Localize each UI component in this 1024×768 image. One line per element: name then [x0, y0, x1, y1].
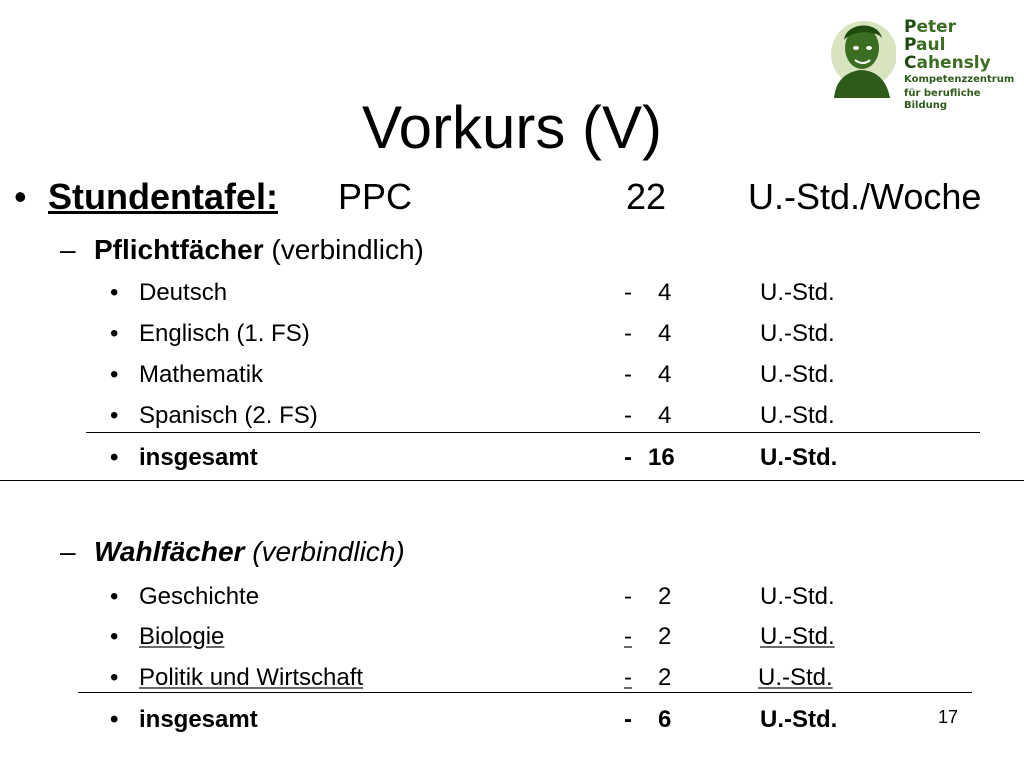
- subject-name: Biologie: [139, 623, 225, 650]
- subject-hours: 2: [658, 664, 672, 691]
- dash: -: [624, 361, 632, 388]
- dash: -: [624, 444, 632, 471]
- bullet: •: [14, 176, 27, 217]
- subject-row: [110, 621, 990, 653]
- subject-unit: U.-Std.: [760, 320, 835, 347]
- wahl-heading: [60, 534, 405, 570]
- bullet: •: [110, 444, 119, 471]
- school-name: PPC: [338, 176, 413, 217]
- subject-row: [110, 359, 990, 391]
- subject-hours: 2: [658, 623, 672, 650]
- dash: -: [624, 623, 632, 650]
- subject-name: Spanisch (2. FS): [139, 402, 318, 429]
- subject-row: [110, 662, 990, 694]
- total-label: insgesamt: [139, 444, 258, 471]
- pflicht-heading-rest: (verbindlich): [263, 234, 424, 265]
- subject-hours: 4: [658, 361, 672, 388]
- subject-unit: U.-Std.: [760, 623, 835, 650]
- section-divider: [0, 480, 1024, 481]
- weekly-hours: 22: [626, 176, 667, 217]
- stundentafel-label: Stundentafel:: [48, 176, 278, 217]
- pflicht-heading-bold: Pflichtfächer: [94, 234, 264, 265]
- logo-subtitle-line: Kompetenzzentrum: [904, 74, 1015, 85]
- dash: –: [60, 234, 76, 265]
- wahl-heading-bold: Wahlfächer: [94, 536, 245, 567]
- dash: –: [60, 536, 76, 567]
- subject-hours: 2: [658, 583, 672, 610]
- total-row: [110, 442, 990, 474]
- weekly-hours-unit: U.-Std./Woche: [748, 176, 982, 217]
- dash: -: [624, 664, 632, 691]
- subject-unit: U.-Std.: [760, 402, 835, 429]
- subject-row: [110, 400, 990, 432]
- logo-name-line: Paul: [904, 35, 946, 55]
- dash: -: [624, 583, 632, 610]
- subject-row: [110, 277, 990, 309]
- bullet: •: [110, 583, 119, 610]
- logo-subtitle-line: für berufliche Bildung: [904, 88, 981, 111]
- total-hours: 6: [658, 706, 672, 733]
- total-label: insgesamt: [139, 706, 258, 733]
- wahl-heading-rest: (verbindlich): [244, 536, 405, 567]
- logo-name-line: Peter: [904, 17, 957, 37]
- total-unit: U.-Std.: [760, 706, 838, 733]
- dash: -: [624, 320, 632, 347]
- total-hours: 16: [648, 444, 675, 471]
- subject-row: [110, 581, 990, 613]
- logo-name-line: Cahensly: [904, 53, 991, 73]
- subject-name: Deutsch: [139, 279, 228, 306]
- subject-name: Mathematik: [139, 361, 264, 388]
- subject-unit: U.-Std.: [760, 361, 835, 388]
- bullet: •: [110, 623, 119, 650]
- dash: -: [624, 402, 632, 429]
- subject-name: Geschichte: [139, 583, 260, 610]
- subject-row: [110, 318, 990, 350]
- subject-unit: U.-Std.: [760, 583, 835, 610]
- subject-unit: U.-Std.: [758, 664, 833, 691]
- subject-unit: U.-Std.: [760, 279, 835, 306]
- bullet: •: [110, 361, 119, 388]
- sum-divider: [86, 432, 980, 433]
- bullet: •: [110, 664, 119, 691]
- subject-hours: 4: [658, 320, 672, 347]
- bullet: •: [110, 320, 119, 347]
- bullet: •: [110, 706, 119, 733]
- sum-divider: [78, 692, 972, 693]
- slide-title: Vorkurs (V): [361, 94, 663, 161]
- subject-name: Englisch (1. FS): [139, 320, 310, 347]
- subject-hours: 4: [658, 279, 672, 306]
- portrait-logo-icon: [826, 14, 896, 98]
- dash: -: [624, 706, 632, 733]
- page-number: 17: [938, 707, 959, 727]
- bullet: •: [110, 279, 119, 306]
- subject-name: Politik und Wirtschaft: [139, 664, 364, 691]
- total-unit: U.-Std.: [760, 444, 838, 471]
- logo: [826, 12, 1016, 111]
- total-row: [110, 704, 990, 736]
- bullet: •: [110, 402, 119, 429]
- dash: -: [624, 279, 632, 306]
- subject-hours: 4: [658, 402, 672, 429]
- pflicht-heading: [60, 232, 424, 268]
